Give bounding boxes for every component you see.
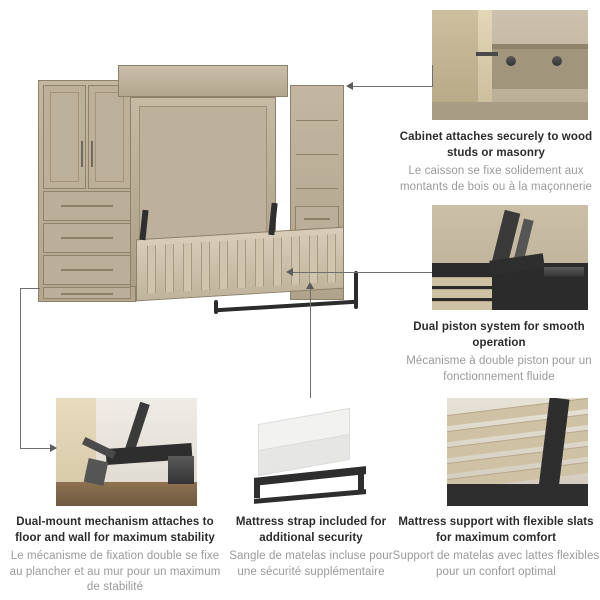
- connector-line: [20, 288, 40, 289]
- connector-line: [292, 272, 432, 273]
- bridge-header-unit: [118, 65, 288, 97]
- folded-bed-platform: [136, 227, 344, 302]
- door-handle-left: [81, 141, 83, 167]
- cabinet-door-right: [88, 85, 131, 189]
- callout-title: Mattress support with flexible slats for maximum comfort: [398, 516, 594, 544]
- callout-title: Dual piston system for smooth operation: [413, 321, 585, 349]
- callout-cabinet-attaches: [398, 130, 594, 195]
- drawer: [43, 287, 131, 299]
- drawer: [43, 191, 131, 221]
- connector-line: [20, 288, 21, 448]
- callout-mattress-strap: [228, 515, 394, 580]
- callout-subtitle: Sangle de matelas incluse pour une sécurité supplémentaire: [229, 549, 393, 578]
- door-handle-right: [91, 141, 93, 167]
- left-storage-cabinet: [38, 80, 136, 302]
- connector-arrow: [306, 282, 314, 289]
- callout-mattress-support: [392, 515, 600, 580]
- dual-mount-photo: [56, 398, 197, 506]
- bed-support-leg-right: [354, 271, 358, 309]
- slat-support-photo: [447, 398, 588, 506]
- drawer: [43, 223, 131, 253]
- bed-support-leg-left: [214, 300, 218, 314]
- callout-title: Cabinet attaches securely to wood studs or masonry: [399, 131, 593, 159]
- connector-arrow: [50, 444, 57, 452]
- connector-line: [352, 86, 432, 87]
- callout-subtitle: Le caisson se fixe solidement aux montants de bois ou à la maçonnerie: [399, 164, 593, 193]
- callout-subtitle: Le mécanisme de fixation double se fixe au plancher et au mur pour un maximum de stabilité: [9, 549, 221, 594]
- callout-subtitle: Mécanisme à double piston pour un fonctionnement fluide: [406, 354, 592, 383]
- mattress-strap-photo: [240, 398, 381, 506]
- murphy-bed-illustration: [18, 55, 378, 325]
- callout-dual-mount: [8, 515, 222, 596]
- callout-dual-piston: [404, 320, 594, 385]
- connector-line: [432, 65, 433, 87]
- connector-arrow: [346, 82, 353, 90]
- callout-subtitle: Support de matelas avec lattes flexibles pour un confort optimal: [392, 549, 600, 578]
- cabinet-wall-anchor-photo: [432, 10, 588, 120]
- connector-arrow: [286, 268, 293, 276]
- connector-line: [310, 288, 311, 398]
- callout-title: Dual-mount mechanism attaches to floor and wall for maximum stability: [15, 516, 215, 544]
- dual-piston-photo: [432, 205, 588, 310]
- drawer: [43, 255, 131, 285]
- cabinet-door-left: [43, 85, 86, 189]
- bed-front-rail: [214, 300, 358, 313]
- callout-title: Mattress strap included for additional security: [235, 516, 387, 544]
